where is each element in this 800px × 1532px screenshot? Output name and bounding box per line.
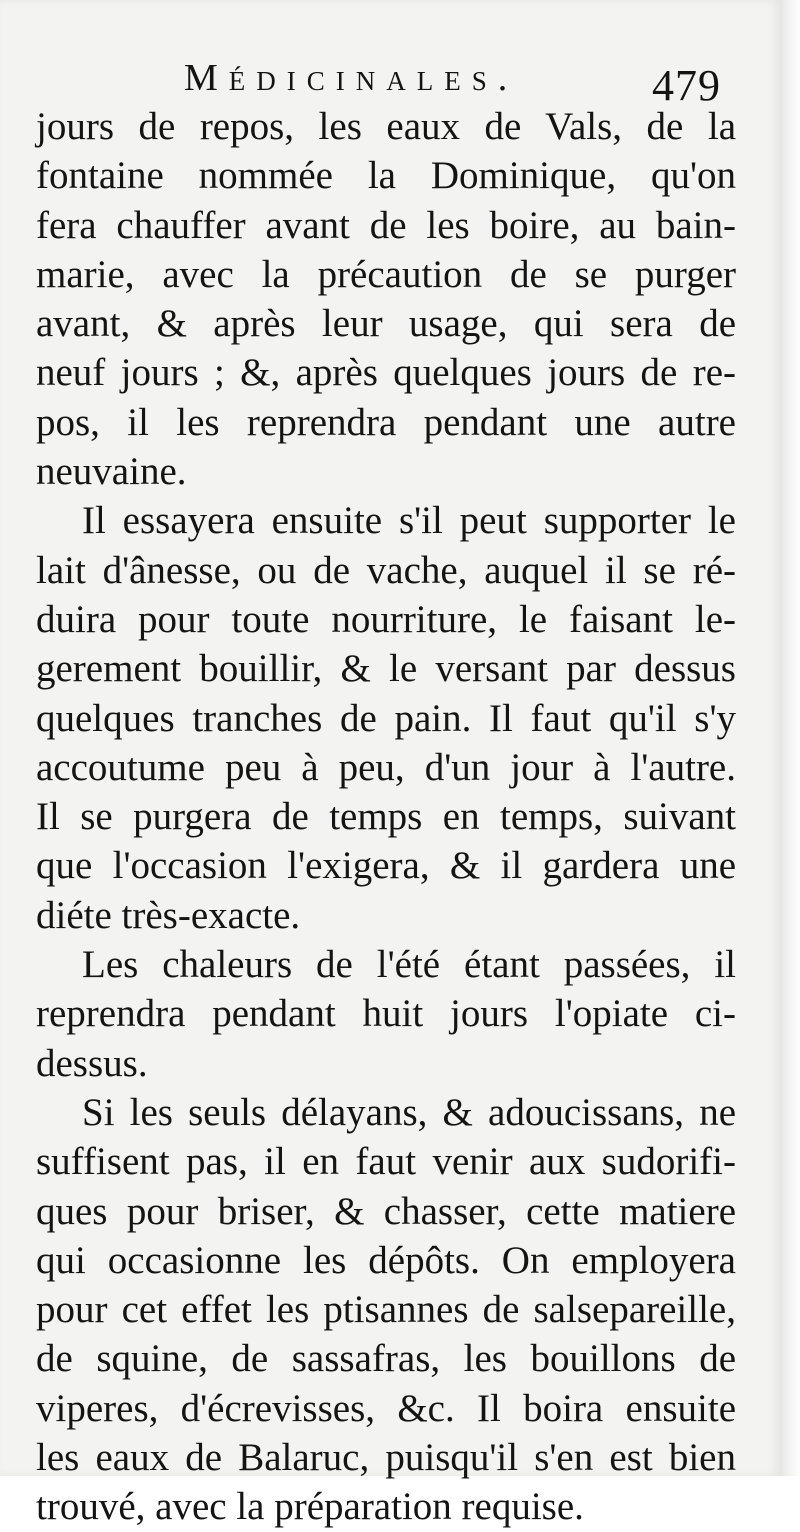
- text-line: lait d'ânesse, ou de vache, auquel il se ré-: [36, 548, 736, 592]
- text-line: fera chauffer avant de les boire, au bain-: [36, 203, 736, 247]
- paragraph: [36, 102, 736, 496]
- body-text: [36, 102, 736, 1532]
- page-number: 479: [652, 61, 721, 110]
- text-line: jours de repos, les eaux de Vals, de la: [36, 105, 736, 148]
- text-line: pos, il les reprendra pendant une autre: [36, 400, 736, 444]
- text-line: de squine, de sassafras, les bouillons de: [36, 1337, 736, 1381]
- text-line: marie, avec la précaution de se purger: [36, 252, 736, 296]
- text-line: Il se purgera de temps en temps, suivant: [36, 795, 736, 839]
- text-line: reprendra pendant huit jours l'opiate ci-: [36, 992, 736, 1036]
- text-line: que l'occasion l'exigera, & il gardera une: [36, 844, 736, 888]
- text-line: qui occasionne les dépôts. On employera: [36, 1238, 736, 1282]
- text-line: fontaine nommée la Dominique, qu'on: [36, 154, 736, 198]
- page-header: [0, 56, 782, 108]
- text-line: pour cet effet les ptisannes de salsepareille,: [36, 1288, 736, 1332]
- text-line: ques pour briser, & chasser, cette matiere: [36, 1189, 736, 1233]
- paragraph: [36, 1088, 736, 1532]
- text-line: accoutume peu à peu, d'un jour à l'autre.: [36, 745, 736, 789]
- running-title: Médicinales.: [184, 57, 519, 99]
- text-line: neuf jours ; &, après quelques jours de re-: [36, 351, 736, 395]
- paragraph: [36, 940, 736, 1088]
- text-line: Si les seuls délayans, & adoucissans, ne: [82, 1090, 736, 1134]
- text-line: duira pour toute nourriture, le faisant le-: [36, 597, 736, 641]
- paragraph: [36, 496, 736, 940]
- text-line: Les chaleurs de l'été étant passées, il: [82, 943, 736, 987]
- text-line: trouvé, avec la préparation requise.: [36, 1485, 584, 1529]
- text-line: quelques tranches de pain. Il faut qu'il s'y: [36, 696, 736, 740]
- text-line: les eaux de Balaruc, puisqu'il s'en est bien: [36, 1436, 736, 1480]
- page-edge: [782, 0, 800, 1476]
- text-line: suffisent pas, il en faut venir aux sudorifi-: [36, 1140, 736, 1184]
- text-line: avant, & après leur usage, qui sera de: [36, 302, 736, 346]
- text-line: dessus.: [36, 1041, 148, 1085]
- text-line: diéte très-exacte.: [36, 893, 301, 937]
- text-line: viperes, d'écrevisses, &c. Il boira ensuite: [36, 1386, 736, 1430]
- text-line: gerement bouillir, & le versant par dessus: [36, 647, 736, 691]
- text-line: neuvaine.: [36, 450, 187, 494]
- text-line: Il essayera ensuite s'il peut supporter le: [82, 499, 736, 543]
